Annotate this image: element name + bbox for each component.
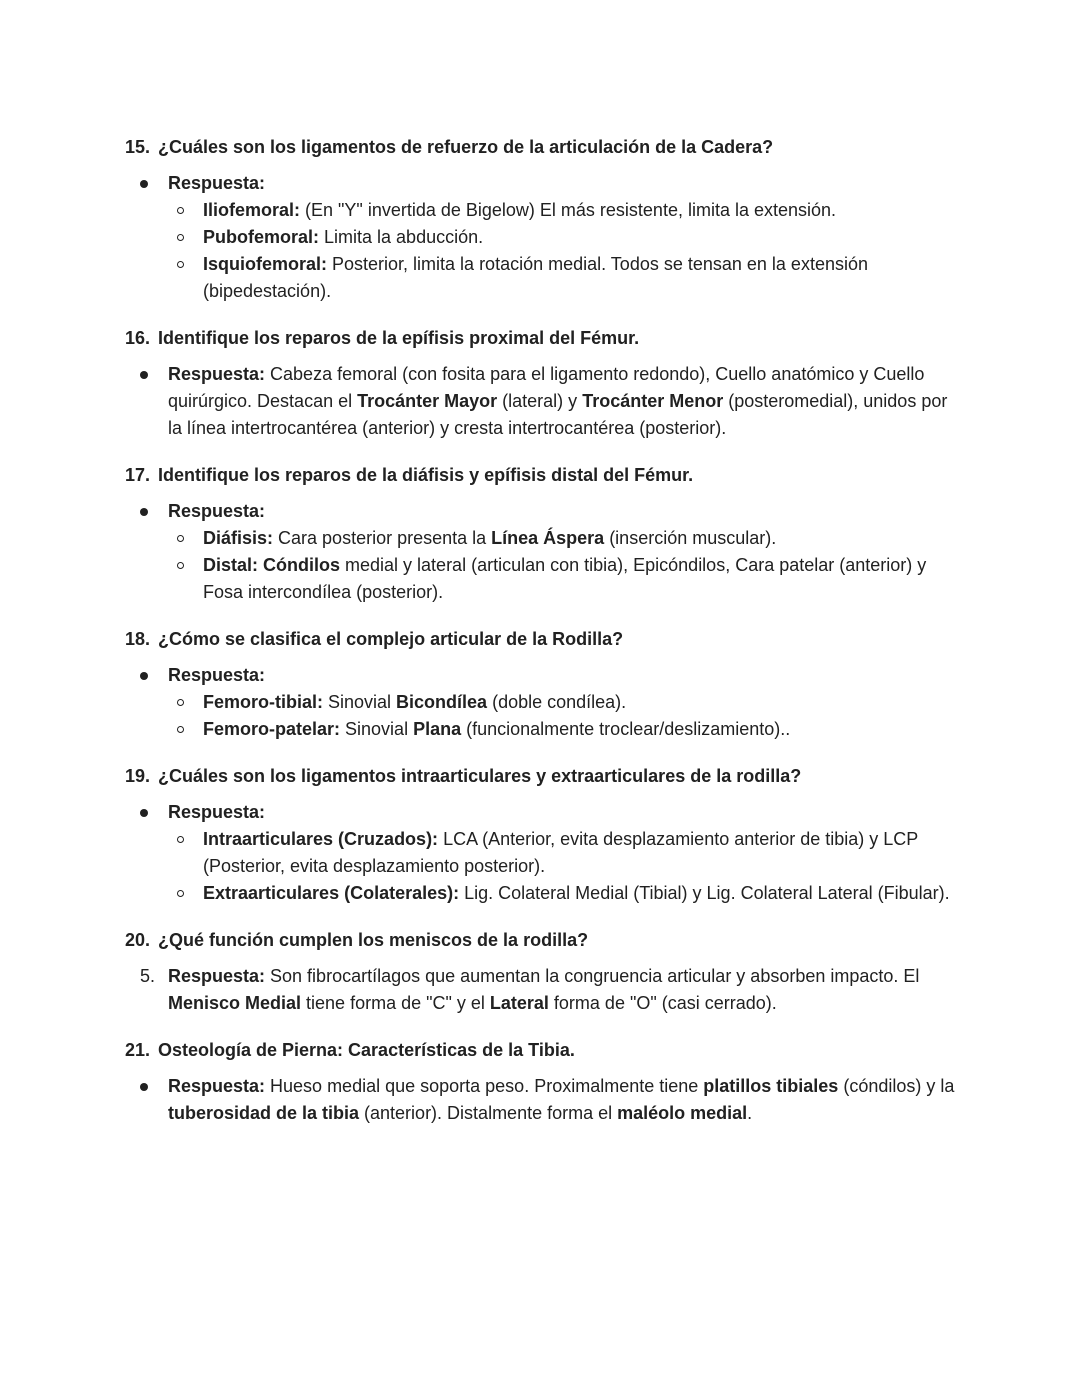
question-heading	[125, 462, 955, 489]
answer-text-regular: (posteromedial), unidos por la línea intertrocantérea (anterior) y cresta intertrocantérea (posterior).	[168, 391, 948, 438]
qa-section	[125, 325, 955, 442]
question-heading	[125, 134, 955, 161]
answer-text	[203, 716, 955, 743]
answer-text	[203, 689, 955, 716]
question-number: 17.	[125, 465, 151, 485]
qa-section	[125, 1037, 955, 1127]
answer-text-regular: Sinovial	[340, 719, 414, 739]
answer-text-regular: medial y lateral (articulan con tibia), Epicóndilos, Cara patelar (anterior) y Fosa intercondílea (posterior).	[203, 555, 927, 602]
question-heading	[125, 325, 955, 352]
bullet-circle-icon	[177, 234, 184, 241]
answer-item	[168, 880, 955, 907]
answer-text-bold: Respuesta:	[168, 1076, 266, 1096]
answer-text	[168, 799, 955, 826]
answer-item	[168, 251, 955, 305]
bullet-disc-icon	[140, 371, 148, 379]
answer-text	[168, 361, 955, 442]
answer-text	[203, 552, 955, 606]
answer-text	[203, 197, 955, 224]
answer-text-regular: Posterior, limita la rotación medial. Todos se tensan en la extensión (bipedestación).	[203, 254, 868, 301]
question-number: 16.	[125, 328, 151, 348]
answer-text-bold: Respuesta:	[168, 802, 266, 822]
question-title: Identifique los reparos de la diáfisis y epífisis distal del Fémur.	[158, 465, 694, 485]
question-number: 21.	[125, 1040, 151, 1060]
answer-item	[168, 525, 955, 552]
question-title: ¿Qué función cumplen los meniscos de la rodilla?	[158, 930, 589, 950]
qa-section	[125, 927, 955, 1017]
bullet-disc-icon	[125, 1073, 168, 1127]
answer-item	[168, 689, 955, 716]
answer-text	[203, 826, 955, 880]
answer-text-bold: Intraarticulares (Cruzados):	[203, 829, 439, 849]
qa-section	[125, 626, 955, 743]
bullet-circle-icon	[168, 552, 203, 606]
qa-section	[125, 462, 955, 606]
question-number: 18.	[125, 629, 151, 649]
bullet-circle-icon	[177, 535, 184, 542]
bullet-disc-icon	[140, 508, 148, 516]
answer-text-regular: Hueso medial que soporta peso. Proximalmente tiene	[265, 1076, 704, 1096]
bullet-circle-icon	[168, 525, 203, 552]
answer-item	[168, 197, 955, 224]
bullet-circle-icon	[177, 261, 184, 268]
answer-text	[203, 251, 955, 305]
bullet-circle-icon	[168, 880, 203, 907]
bullet-disc-icon	[140, 1083, 148, 1091]
question-title: ¿Cómo se clasifica el complejo articular de la Rodilla?	[158, 629, 624, 649]
question-heading	[125, 927, 955, 954]
answer-text-bold: Respuesta:	[168, 173, 266, 193]
bullet-circle-icon	[177, 699, 184, 706]
bullet-circle-icon	[168, 689, 203, 716]
answer-item	[125, 799, 955, 826]
answer-text-bold: Lateral	[489, 993, 549, 1013]
answer-text-bold: Iliofemoral:	[203, 200, 301, 220]
question-number: 20.	[125, 930, 151, 950]
answer-item	[125, 1073, 955, 1127]
answer-text	[168, 1073, 955, 1127]
answer-text	[168, 662, 955, 689]
bullet-circle-icon	[168, 251, 203, 305]
answer-text-bold: Respuesta:	[168, 665, 266, 685]
answer-text-regular: LCA (Anterior, evita desplazamiento anterior de tibia) y LCP (Posterior, evita desplazamiento posterior).	[203, 829, 918, 876]
answer-text-bold: maléolo medial	[617, 1103, 748, 1123]
answer-text-regular: .	[747, 1103, 753, 1123]
bullet-circle-icon	[168, 826, 203, 880]
answer-text-regular: Sinovial	[323, 692, 397, 712]
list-number: 5.	[140, 966, 156, 986]
answer-text-regular: (inserción muscular).	[604, 528, 777, 548]
answer-text-regular: (lateral) y	[497, 391, 583, 411]
answer-text-bold: Trocánter Mayor	[357, 391, 498, 411]
answer-text-regular: (funcionalmente troclear/deslizamiento)..	[461, 719, 791, 739]
answer-item	[125, 662, 955, 689]
bullet-disc-icon	[125, 361, 168, 442]
answer-text-bold: Isquiofemoral:	[203, 254, 328, 274]
bullet-circle-icon	[177, 890, 184, 897]
question-heading	[125, 626, 955, 653]
bullet-circle-icon	[168, 716, 203, 743]
question-heading	[125, 763, 955, 790]
answer-text-bold: Femoro-patelar:	[203, 719, 341, 739]
bullet-disc-icon	[140, 809, 148, 817]
answer-text-regular: (doble condílea).	[487, 692, 627, 712]
answer-text-bold: Femoro-tibial:	[203, 692, 323, 712]
answer-text-bold: Pubofemoral:	[203, 227, 320, 247]
answer-text	[203, 224, 955, 251]
answer-text-regular: Cara posterior presenta la	[273, 528, 492, 548]
bullet-disc-icon	[125, 498, 168, 525]
answer-text	[203, 525, 955, 552]
bullet-disc-icon	[125, 799, 168, 826]
answer-text-bold: Menisco Medial	[168, 993, 302, 1013]
answer-item	[168, 224, 955, 251]
answer-item	[125, 170, 955, 197]
answer-text-bold: Extraarticulares (Colaterales):	[203, 883, 460, 903]
answer-text-regular: Cabeza femoral (con fosita para el ligamento redondo), Cuello anatómico y Cuello quirúrgico. Destacan el	[168, 364, 925, 411]
question-title: ¿Cuáles son los ligamentos intraarticulares y extraarticulares de la rodilla?	[158, 766, 802, 786]
bullet-disc-icon	[125, 662, 168, 689]
answer-item	[168, 716, 955, 743]
bullet-circle-icon	[168, 197, 203, 224]
qa-section	[125, 763, 955, 907]
answer-item	[168, 552, 955, 606]
answer-item	[125, 361, 955, 442]
question-title: ¿Cuáles son los ligamentos de refuerzo de la articulación de la Cadera?	[158, 137, 774, 157]
answer-text-regular: Lig. Colateral Medial (Tibial) y Lig. Colateral Lateral (Fibular).	[459, 883, 950, 903]
answer-text-bold: Línea Áspera	[491, 528, 605, 548]
answer-text	[168, 498, 955, 525]
question-heading	[125, 1037, 955, 1064]
bullet-circle-icon	[177, 836, 184, 843]
answer-text-bold: platillos tibiales	[703, 1076, 839, 1096]
answer-text-regular: forma de "O" (casi cerrado).	[548, 993, 777, 1013]
answer-text-bold: Trocánter Menor	[582, 391, 724, 411]
answer-text-regular: Limita la abducción.	[319, 227, 484, 247]
answer-text-regular: tiene forma de "C" y el	[301, 993, 490, 1013]
answer-text-bold: Distal: Cóndilos	[203, 555, 341, 575]
bullet-circle-icon	[168, 224, 203, 251]
question-title: Identifique los reparos de la epífisis proximal del Fémur.	[158, 328, 640, 348]
answer-text-bold: Respuesta:	[168, 966, 266, 986]
question-number: 15.	[125, 137, 151, 157]
document-content	[125, 134, 955, 1127]
answer-text	[168, 963, 955, 1017]
answer-text-bold: tuberosidad de la tibia	[168, 1103, 360, 1123]
answer-text-regular: (En "Y" invertida de Bigelow) El más resistente, limita la extensión.	[300, 200, 837, 220]
answer-text	[203, 880, 955, 907]
bullet-disc-icon	[140, 180, 148, 188]
qa-section	[125, 134, 955, 305]
bullet-disc-icon	[140, 672, 148, 680]
answer-text-bold: Plana	[413, 719, 462, 739]
answer-text-regular: (anterior). Distalmente forma el	[359, 1103, 618, 1123]
answer-text-regular: Son fibrocartílagos que aumentan la congruencia articular y absorben impacto. El	[265, 966, 920, 986]
answer-text-bold: Respuesta:	[168, 364, 266, 384]
question-title: Osteología de Pierna: Características de la Tibia.	[158, 1040, 575, 1060]
answer-text-regular: (cóndilos) y la	[838, 1076, 955, 1096]
bullet-circle-icon	[177, 562, 184, 569]
bullet-disc-icon	[125, 170, 168, 197]
answer-text-bold: Diáfisis:	[203, 528, 274, 548]
answer-text-bold: Respuesta:	[168, 501, 266, 521]
answer-text	[168, 170, 955, 197]
question-number: 19.	[125, 766, 151, 786]
bullet-circle-icon	[177, 726, 184, 733]
answer-item	[125, 963, 955, 1017]
bullet-circle-icon	[177, 207, 184, 214]
answer-text-bold: Bicondílea	[396, 692, 488, 712]
answer-item	[125, 498, 955, 525]
answer-item	[168, 826, 955, 880]
